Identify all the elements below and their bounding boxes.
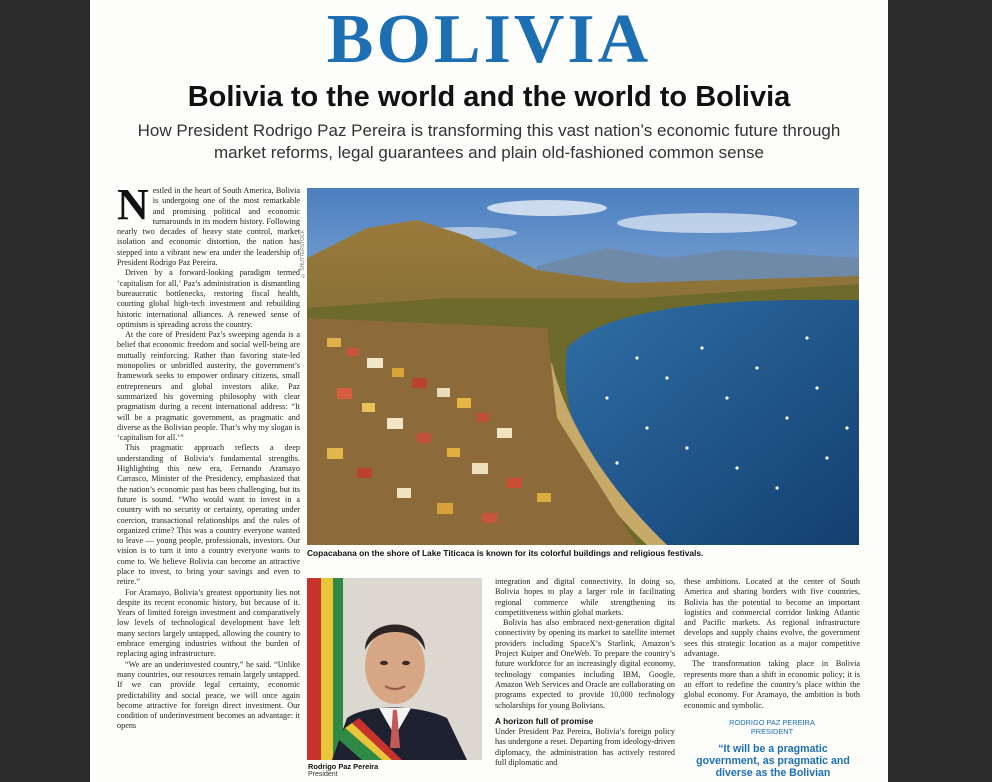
magazine-page bbox=[90, 0, 888, 782]
pull-quote-attribution bbox=[684, 718, 860, 736]
section-subhead: A horizon full of promise bbox=[495, 715, 594, 726]
masthead-title: BOLIVIA bbox=[326, 1, 652, 78]
right-column bbox=[684, 577, 860, 717]
portrait-role: President bbox=[308, 771, 338, 778]
portrait-name: Rodrigo Paz Pereira bbox=[308, 762, 379, 771]
hero-photo-illustration bbox=[307, 188, 859, 545]
left-paragraph-3: At the core of President Paz’s sweeping agenda is a belief that economic freedom and social well-being are mutually reinforcing. Rather than favoring state-led monopolies or unbridled austerity, the government’s framework seeks to empower ordinary citizens, small entrepreneurs and global investors alike. Paz summarized his governing philosophy with clear pragmatism during a recent international address: “It will be a pragmatic government, as pragmatic and diverse as the Bolivian people. That’s why my slogan is ‘capitalism for all.’” bbox=[117, 330, 300, 443]
middle-paragraph-2: Bolivia has also embraced next-generation digital connectivity by opening its market to satellite internet providers including SpaceX’s Starlink, Amazon’s Project Kuiper and OneWeb. To prepare the country’s future workforce for an increasingly digital economy, technology companies including IBM, Google, Amazon Web Services and Oracle are collaborating on programs expected to provide 10,000 technology scholarships for young Bolivians. bbox=[495, 618, 675, 710]
left-column bbox=[117, 186, 300, 782]
left-paragraph-6: “We are an underinvested country,” he said. “Unlike many countries, our resources remain largely untapped. If we can provide legal certainty, economic predictability and social peace, we will once again become attractive for foreign direct investment. Our condition of underinvestment becomes an advantage: it opens bbox=[117, 659, 300, 731]
hero-caption: Copacabana on the shore of Lake Titicaca is known for its colorful buildings and religious festivals. bbox=[307, 548, 704, 558]
left-paragraph-1 bbox=[117, 186, 300, 268]
hero-photo bbox=[307, 188, 859, 545]
president-portrait bbox=[307, 578, 482, 760]
middle-column bbox=[495, 577, 675, 782]
middle-paragraph-1: integration and digital connectivity. In doing so, Bolivia hopes to play a larger role in facilitating regional commerce while strengthening its competitiveness within global markets. bbox=[495, 577, 675, 617]
dropcap: N bbox=[117, 186, 149, 229]
portrait-illustration bbox=[307, 578, 482, 760]
deck-subtitle: How President Rodrigo Paz Pereira is transforming this vast nation’s economic future through market reforms, legal guarantees and plain old-fashioned common sense bbox=[137, 121, 841, 162]
left-paragraph-5: For Aramayo, Bolivia’s greatest opportunity lies not despite its recent economic history, but because of it. Years of limited foreign investment and comparatively low levels of technological development have left many sectors largely untapped, allowing the country to embrace emerging industries without the burden of replacing aging infrastructure. bbox=[117, 587, 300, 659]
right-paragraph-1: these ambitions. Located at the center of South America and sharing borders with five countries, Bolivia has the potential to become an important logistics and commercial corridor linking Atlantic and Pacific markets. As regional infrastructure develops and supply chains evolve, the government sees this strategic location as a major competitive advantage. bbox=[684, 577, 860, 659]
left-paragraph-1-text: estled in the heart of South America, Bolivia is undergoing one of the most remarkable and promising political and economic turnarounds in its modern history. Following nearly two decades of heavy state control, market isolation and economic distortion, the nation has stepped into a vibrant new era under the leadership of President Rodrigo Paz Pereira. bbox=[117, 186, 300, 268]
middle-paragraph-3: Under President Paz Pereira, Bolivia’s foreign policy has undergone a reset. Departing from ideology-driven diplomacy, the administration has actively restored full diplomatic and bbox=[495, 727, 675, 768]
pull-quote-role: PRESIDENT bbox=[750, 727, 794, 736]
pull-quote: “It will be a pragmatic government, as pragmatic and diverse as the Bolivian bbox=[696, 743, 850, 779]
left-paragraph-2: Driven by a forward-looking paradigm termed ‘capitalism for all,’ Paz’s administration is dismantling bureaucratic bottlenecks, restoring fiscal health, courting global high-tech investment and rebuilding historic international alliances. A renewed sense of optimism is spreading across the country. bbox=[117, 268, 300, 329]
pull-quote-name: RODRIGO PAZ PEREIRA bbox=[729, 718, 815, 727]
headline: Bolivia to the world and the world to Bolivia bbox=[187, 81, 791, 113]
left-paragraph-4: This pragmatic approach reflects a deep understanding of Bolivia’s fundamental strengths. Highlighting this new era, Fernando Aramayo Carrasco, Minister of the Presidency, emphasized that the nation’s economic past has been challenging, but its future is sound. “Who would want to invest in a country with no security or certainty, operating under coercion, transactional relationships and the rules of organized crime? This was a country everyone wanted to leave — young people, professionals, investors. Our vision is to turn it into a country everyone wants to come to. We believe Bolivia can become an attractive place to invest, to bring your savings and even to retire.” bbox=[117, 443, 300, 587]
photo-credit: © SHUTTERSTOCK bbox=[300, 230, 306, 279]
right-paragraph-2: The transformation taking place in Bolivia represents more than a shift in economic policy; it is an effort to redefine the country’s place within the global economy. For Aramayo, the ambition is both economic and symbolic. bbox=[684, 659, 860, 710]
